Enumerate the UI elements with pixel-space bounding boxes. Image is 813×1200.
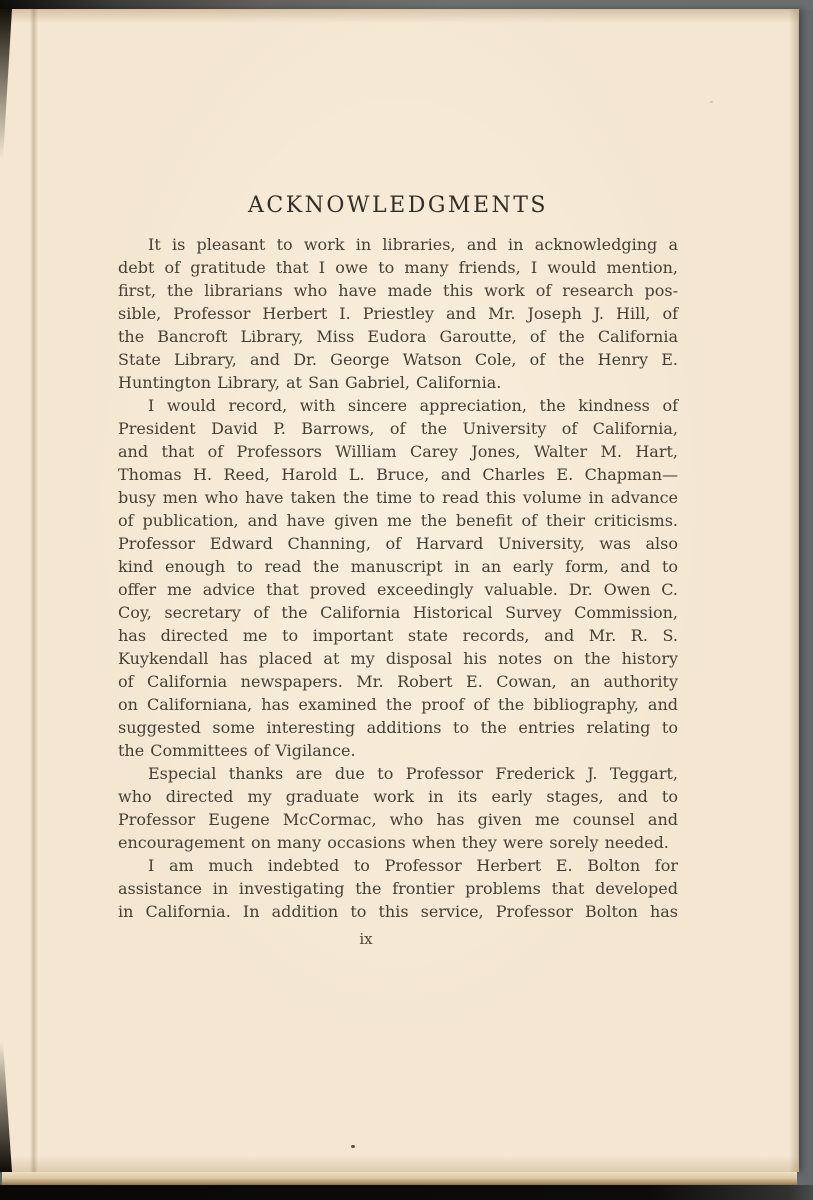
- text-line: State Library, and Dr. George Watson Cole, of the Henry E.: [118, 350, 678, 369]
- text-line: the Committees of Vigilance.: [118, 741, 356, 760]
- scan-speck: [596, 309, 599, 312]
- text-line: Especial thanks are due to Professor Frederick J. Teggart,: [148, 764, 678, 783]
- text-line: Thomas H. Reed, Harold L. Bruce, and Charles E. Chapman—: [118, 465, 678, 484]
- text-line: suggested some interesting additions to the entries relating to: [118, 718, 678, 737]
- page-bottom-edges: [2, 1172, 797, 1185]
- text-line: the Bancroft Library, Miss Eudora Garoutte, of the California: [118, 327, 678, 346]
- text-line: Coy, secretary of the California Historical Survey Commission,: [118, 603, 678, 622]
- text-line: of California newspapers. Mr. Robert E. Cowan, an authority: [118, 672, 678, 691]
- text-line: I would record, with sincere appreciation, the kindness of: [148, 396, 678, 415]
- text-line: Professor Eugene McCormac, who has given me counsel and: [118, 810, 678, 829]
- page-content: [118, 193, 678, 948]
- text-line: on Californiana, has examined the proof of the bibliography, and: [118, 695, 678, 714]
- scan-speck: [351, 1145, 355, 1148]
- bottom-shadow: [0, 1185, 813, 1200]
- scan-speck: [710, 101, 713, 103]
- page-left-curl-edge: [0, 9, 52, 1172]
- text-line: sible, Professor Herbert I. Priestley and Mr. Joseph J. Hill, of: [118, 304, 678, 323]
- text-line: who directed my graduate work in its early stages, and to: [118, 787, 678, 806]
- text-line: Huntington Library, at San Gabriel, California.: [118, 373, 502, 392]
- text-line: Kuykendall has placed at my disposal his notes on the history: [118, 649, 678, 668]
- text-line: busy men who have taken the time to read this volume in advance: [118, 488, 678, 507]
- body-text: [118, 233, 678, 923]
- text-line: has directed me to important state records, and Mr. R. S.: [118, 626, 678, 645]
- text-line: assistance in investigating the frontier problems that developed: [118, 879, 678, 898]
- page-curl-crease: [30, 9, 38, 1172]
- text-line: first, the librarians who have made this work of research pos-: [118, 281, 678, 300]
- text-line: It is pleasant to work in libraries, and in acknowledging a: [148, 235, 678, 254]
- text-line: in California. In addition to this service, Professor Bolton has: [118, 902, 678, 921]
- book-page: [0, 9, 799, 1172]
- text-line: encouragement on many occasions when they were sorely needed.: [118, 833, 669, 852]
- text-line: kind enough to read the manuscript in an early form, and to: [118, 557, 678, 576]
- text-line: of publication, and have given me the benefit of their criticisms.: [118, 511, 678, 530]
- text-line: Professor Edward Channing, of Harvard University, was also: [118, 534, 678, 553]
- text-line: I am much indebted to Professor Herbert E. Bolton for: [148, 856, 678, 875]
- text-line: and that of Professors William Carey Jones, Walter M. Hart,: [118, 442, 678, 461]
- text-line: President David P. Barrows, of the University of California,: [118, 419, 678, 438]
- text-line: debt of gratitude that I owe to many friends, I would mention,: [118, 258, 678, 277]
- text-line: offer me advice that proved exceedingly valuable. Dr. Owen C.: [118, 580, 678, 599]
- page-number: ix: [359, 930, 373, 948]
- page-title: ACKNOWLEDGMENTS: [247, 193, 549, 218]
